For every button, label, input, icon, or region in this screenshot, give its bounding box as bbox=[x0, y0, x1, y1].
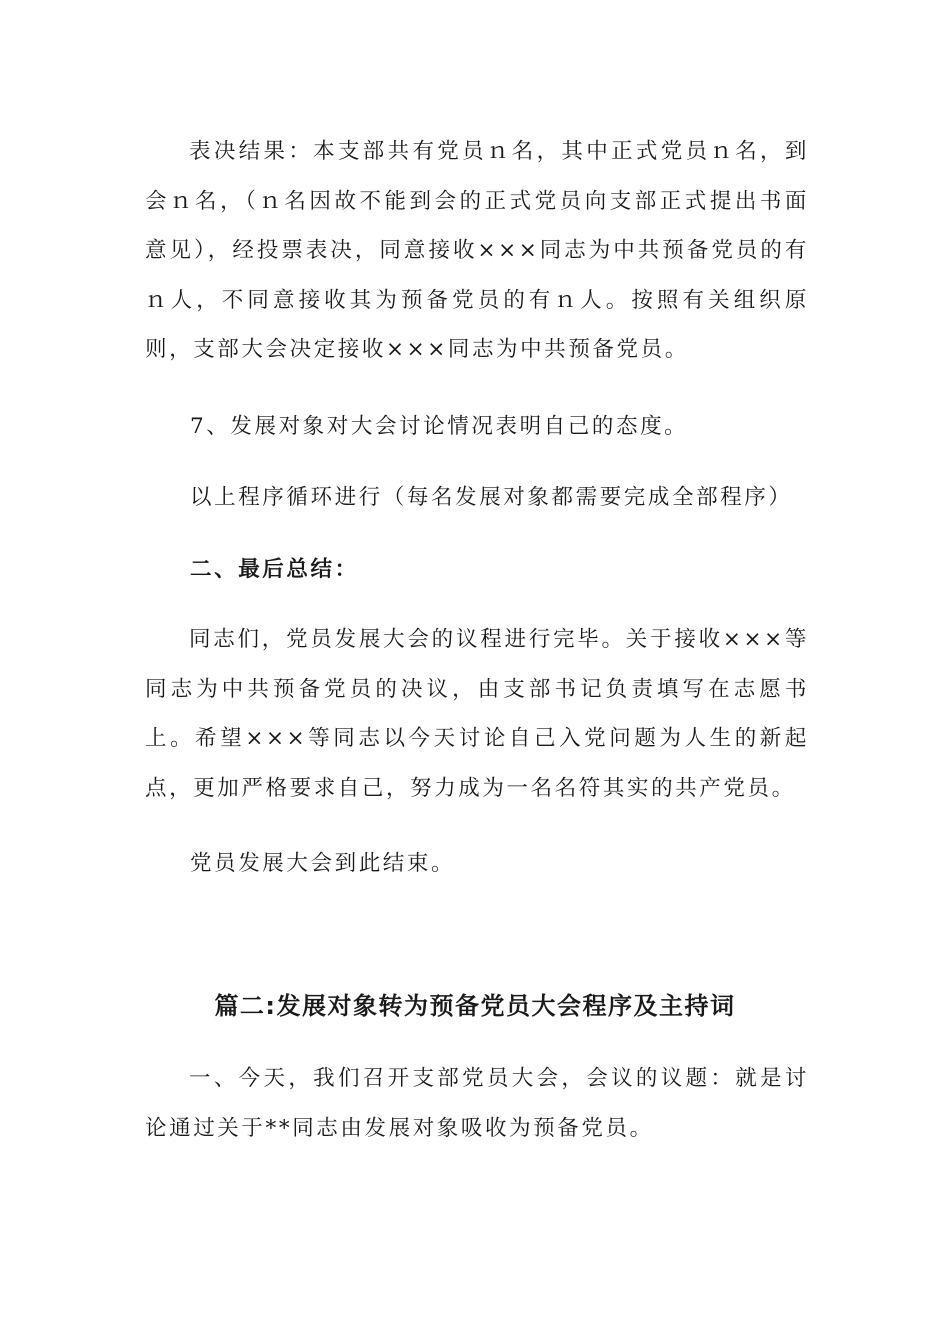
agenda-paragraph: 一、今天，我们召开支部党员大会，会议的议题：就是讨论通过关于**同志由发展对象吸收为预备党员。 bbox=[145, 1066, 809, 1141]
section-heading: 二、最后总结： bbox=[190, 557, 359, 582]
vote-result-paragraph: 表决结果：本支部共有党员ｎ名，其中正式党员ｎ名，到会ｎ名，（ｎ名因故不能到会的正式党员向支部正式提出书面意见），经投票表决，同意接收×××同志为中共预备党员的有ｎ人，不同意接收其为预备党员的有ｎ人。按照有关组织原则，支部大会决定接收×××同志为中共预备党员。 bbox=[145, 139, 809, 362]
loop-note-paragraph: 以上程序循环进行（每名发展对象都需要完成全部程序） bbox=[190, 485, 793, 510]
step-7-paragraph: 7、发展对象对大会讨论情况表明自己的态度。 bbox=[190, 414, 689, 439]
summary-paragraph: 同志们，党员发展大会的议程进行完毕。关于接收×××等同志为中共预备党员的决议，由支部书记负责填写在志愿书上。希望×××等同志以今天讨论自己入党问题为人生的新起点，更加严格要求自己，努力成为一名名符其实的共产党员。 bbox=[145, 627, 809, 801]
article-title: 篇二:发展对象转为预备党员大会程序及主持词 bbox=[214, 992, 736, 1020]
closing-paragraph: 党员发展大会到此结束。 bbox=[190, 851, 456, 876]
